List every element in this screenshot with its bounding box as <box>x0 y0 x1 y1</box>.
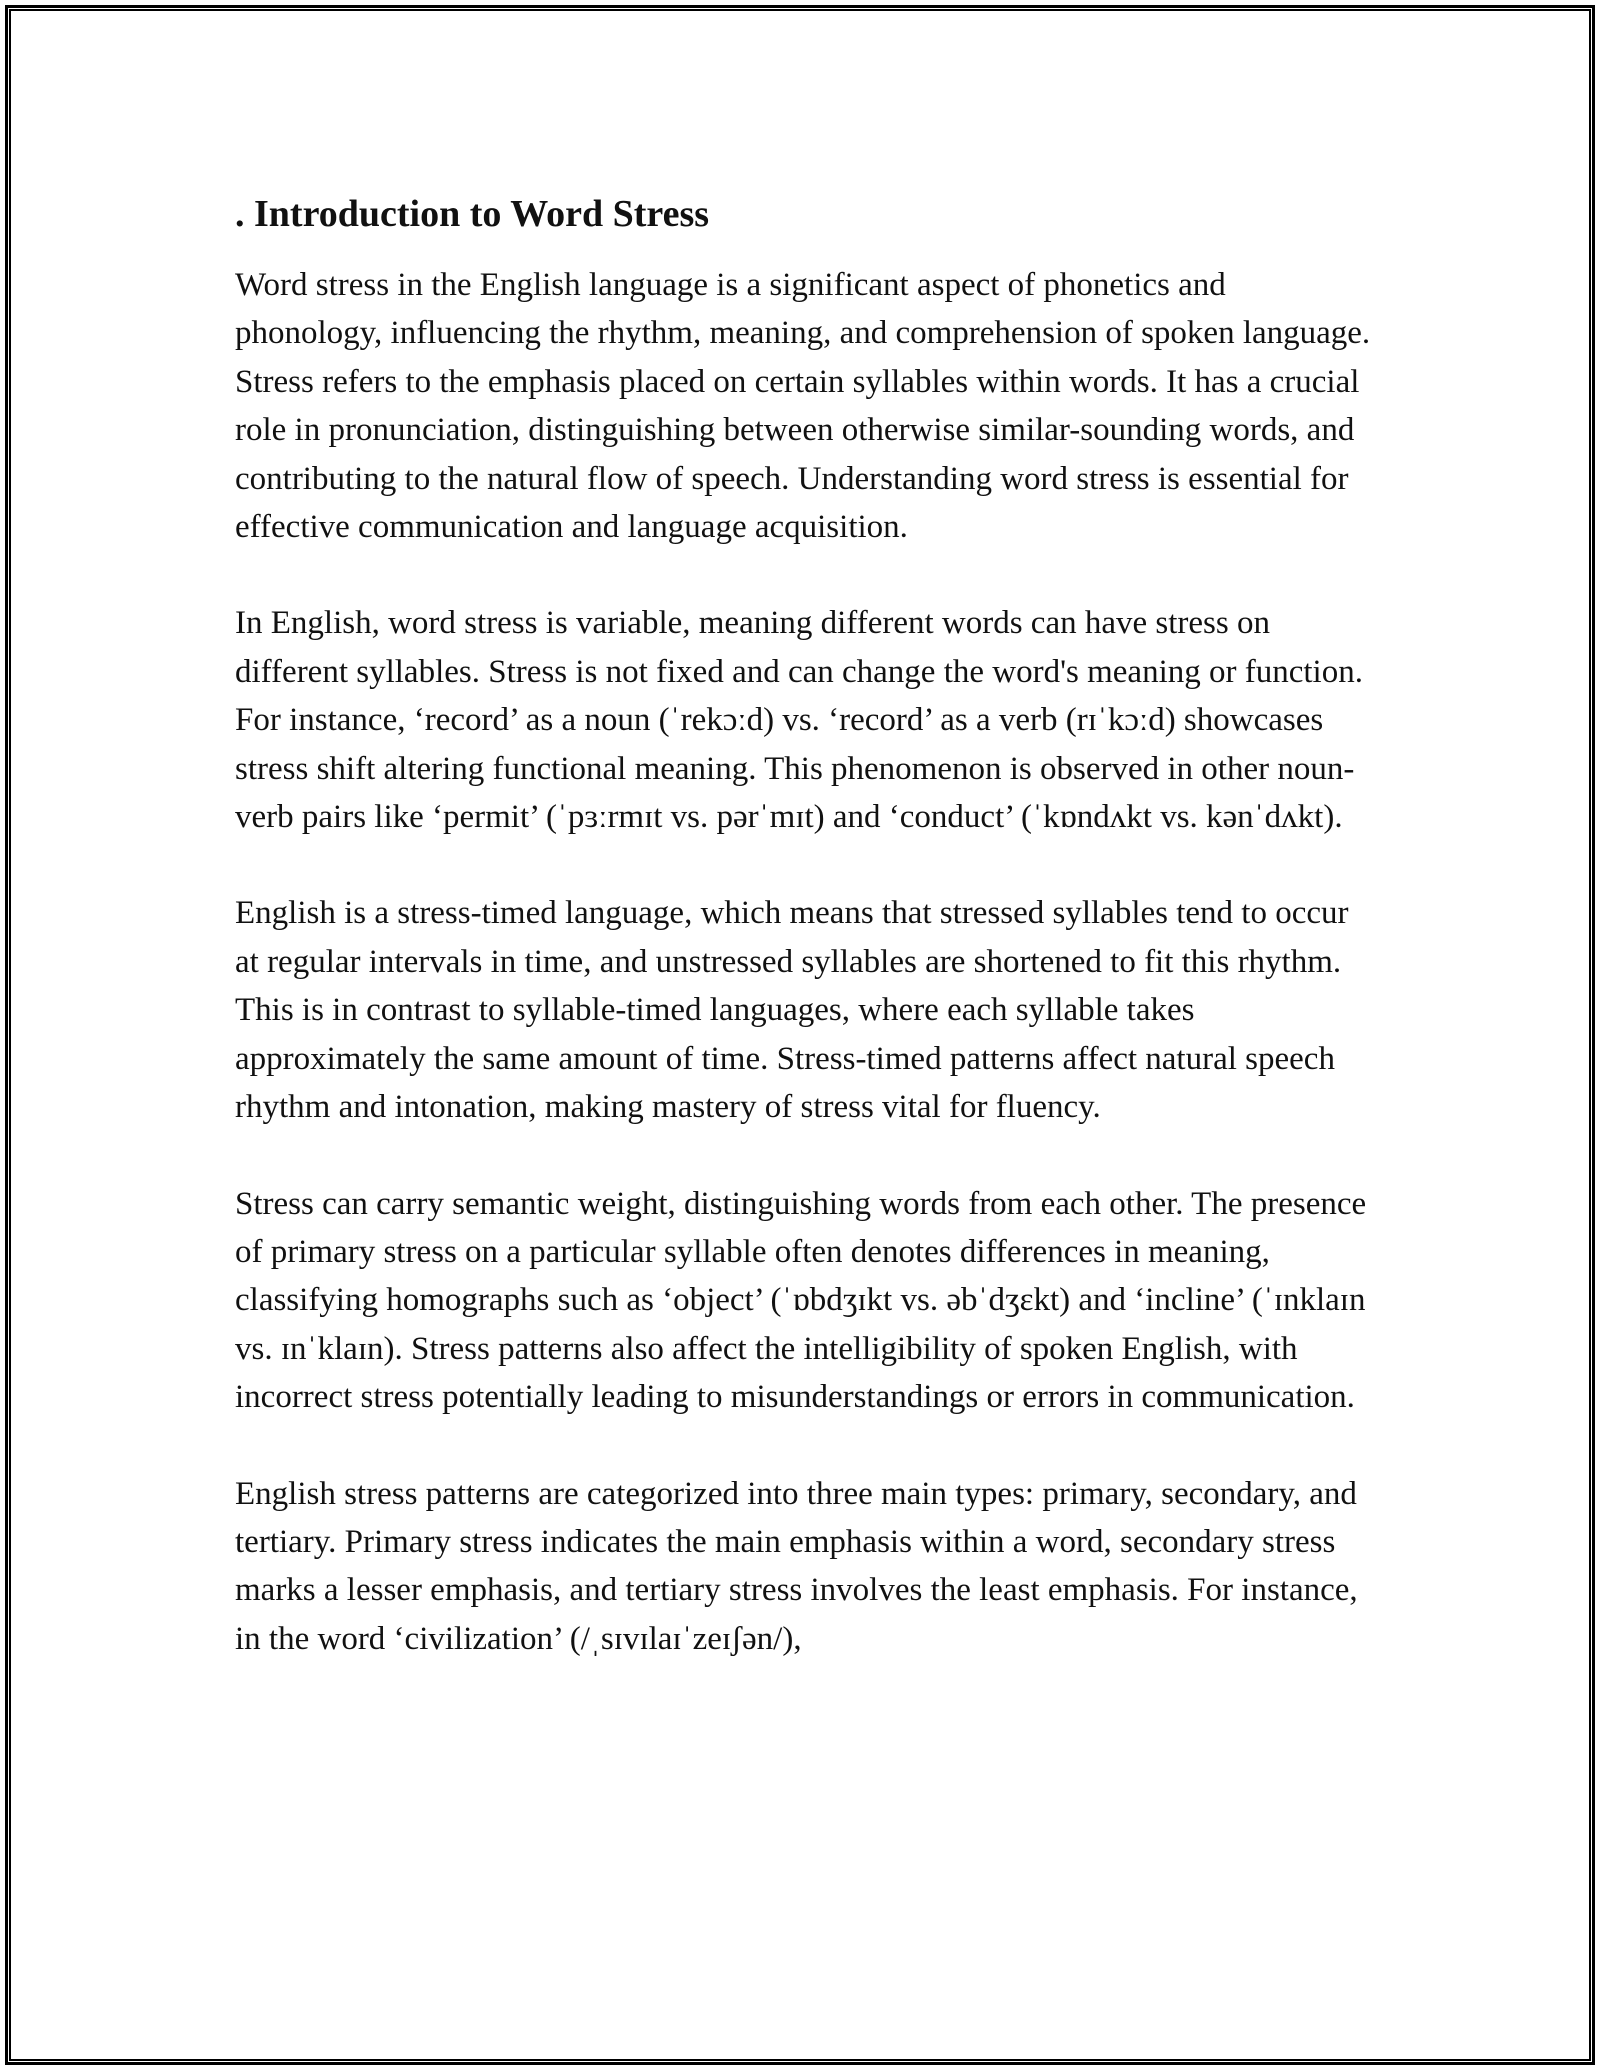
document-body <box>235 186 1375 1711</box>
paragraph-semantic-weight: Stress can carry semantic weight, distinguishing words from each other. The presence of primary stress on a particular syllable often denotes differences in meaning, classifying homographs such as ‘object’ (ˈɒbdʒɪkt vs. əbˈdʒɛkt) and ‘incline’ (ˈɪnklaɪn vs. ɪnˈklaɪn). Stress patterns also affect the intelligibility of spoken English, with incorrect stress potentially leading to misunderstandings or errors in communication. <box>235 1185 1367 1416</box>
paragraph-stress-types: English stress patterns are categorized into three main types: primary, secondary, and tertiary. Primary stress indicates the main emphasis within a word, secondary stress marks a lesser emphasis, and tertiary stress involves the least emphasis. For instance, in the word ‘civilization’ (/ˌsɪvɪlaɪˈzeɪʃən/), <box>235 1475 1358 1657</box>
paragraph-variable-stress: In English, word stress is variable, meaning different words can have stress on different syllables. Stress is not fixed and can change the word's meaning or function. For instance, ‘record’ as a noun (ˈrekɔːd) vs. ‘record’ as a verb (rɪˈkɔːd) showcases stress shift altering functional meaning. This phenomenon is observed in other noun-verb pairs like ‘permit’ (ˈpɜːrmɪt vs. pərˈmɪt) and ‘conduct’ (ˈkɒndʌkt vs. kənˈdʌkt). <box>235 605 1363 836</box>
paragraph-intro: Word stress in the English language is a significant aspect of phonetics and phonology, influencing the rhythm, meaning, and comprehension of spoken language. Stress refers to the emphasis placed on certain syllables within words. It has a crucial role in pronunciation, distinguishing between otherwise similar-sounding words, and contributing to the natural flow of speech. Understanding word stress is essential for effective communication and language acquisition. <box>235 267 1371 546</box>
section-heading: . Introduction to Word Stress <box>235 193 710 235</box>
paragraph-stress-timed: English is a stress-timed language, which means that stressed syllables tend to occur at regular intervals in time, and unstressed syllables are shortened to fit this rhythm. This is in contrast to syllable-timed languages, where each syllable takes approximately the same amount of time. Stress-timed patterns affect natural speech rhythm and intonation, making mastery of stress vital for fluency. <box>235 895 1349 1126</box>
